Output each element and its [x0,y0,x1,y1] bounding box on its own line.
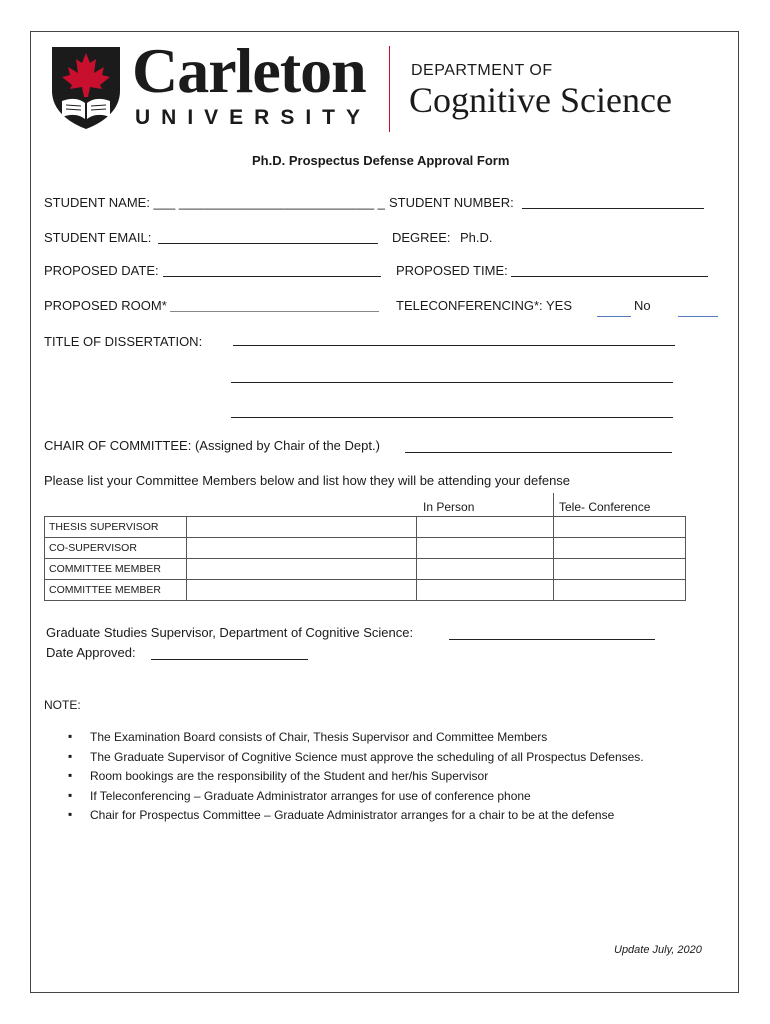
list-item: ▪ Room bookings are the responsibility of the Student and her/his Supervisor [68,769,644,789]
proposed-time-label: PROPOSED TIME: [396,263,508,278]
dissertation-title-label: TITLE OF DISSERTATION: [44,334,203,349]
logo-wordmark: Carleton [132,35,366,106]
dissertation-title-line-1[interactable] [233,345,675,346]
chair-field[interactable] [405,452,672,453]
student-name-label: STUDENT NAME: ___ ___________________________ _ [44,195,385,210]
list-item: ▪ Chair for Prospectus Committee – Graduate Administrator arranges for a chair to be at the defense [68,808,644,828]
member-name-cell[interactable] [187,580,417,601]
proposed-room-field[interactable] [170,311,379,312]
list-item: ▪ The Examination Board consists of Chair, Thesis Supervisor and Committee Members [68,730,644,750]
table-row [45,538,686,559]
in-person-cell[interactable] [417,538,554,559]
date-approved-field[interactable] [151,659,308,660]
member-name-cell[interactable] [187,517,417,538]
dept-name: Cognitive Science [409,80,672,120]
teleconf-no-field[interactable] [678,316,718,317]
proposed-room-label: PROPOSED ROOM* [44,298,167,313]
logo-university: UNIVERSITY [135,106,372,129]
list-item: ▪ If Teleconferencing – Graduate Administrator arranges for use of conference phone [68,789,644,809]
proposed-date-label: PROPOSED DATE: [44,263,159,278]
table-row [45,559,686,580]
student-number-field[interactable] [522,208,704,209]
degree-label: DEGREE: [392,230,451,245]
dissertation-title-line-2[interactable] [231,382,673,383]
committee-table [44,516,686,601]
teleconf-no-label: No [634,298,651,313]
list-item: ▪ The Graduate Supervisor of Cognitive Science must approve the scheduling of all Prospectus Defenses. [68,750,644,770]
role-cell: COMMITTEE MEMBER [45,559,187,580]
in-person-cell[interactable] [417,559,554,580]
role-cell: THESIS SUPERVISOR [45,517,187,538]
proposed-date-field[interactable] [163,276,381,277]
role-cell: CO-SUPERVISOR [45,538,187,559]
notes-list [68,730,644,828]
teleconference-cell[interactable] [554,559,686,580]
member-name-cell[interactable] [187,559,417,580]
committee-instruction: Please list your Committee Members below and list how they will be attending your defense [44,473,571,488]
teleconferencing-label: TELECONFERENCING*: YES [396,298,573,313]
supervisor-label: Graduate Studies Supervisor, Department of Cognitive Science: [46,625,414,640]
member-name-cell[interactable] [187,538,417,559]
teleconference-cell[interactable] [554,538,686,559]
note-heading: NOTE: [44,698,81,712]
proposed-time-field[interactable] [511,276,708,277]
table-row [45,580,686,601]
student-email-field[interactable] [158,243,378,244]
table-row [45,517,686,538]
teleconference-cell[interactable] [554,517,686,538]
date-approved-label: Date Approved: [46,645,136,660]
header-divider [389,46,390,132]
teleconference-cell[interactable] [554,580,686,601]
col-in-person: In Person [423,500,475,514]
update-date: Update July, 2020 [614,944,702,956]
teleconf-yes-field[interactable] [597,316,631,317]
role-cell: COMMITTEE MEMBER [45,580,187,601]
dept-prefix: DEPARTMENT OF [411,62,553,79]
in-person-cell[interactable] [417,517,554,538]
header-divider-line [553,493,554,516]
student-number-label: STUDENT NUMBER: [389,195,514,210]
supervisor-signature-field[interactable] [449,639,655,640]
carleton-shield-maple-leaf-book-icon [50,45,122,131]
student-email-label: STUDENT EMAIL: [44,230,152,245]
col-teleconference: Tele- Conference [559,500,651,514]
dissertation-title-line-3[interactable] [231,417,673,418]
in-person-cell[interactable] [417,580,554,601]
form-title: Ph.D. Prospectus Defense Approval Form [252,153,510,168]
degree-value: Ph.D. [460,230,493,245]
chair-label: CHAIR OF COMMITTEE: (Assigned by Chair of the Dept.) [44,438,380,453]
